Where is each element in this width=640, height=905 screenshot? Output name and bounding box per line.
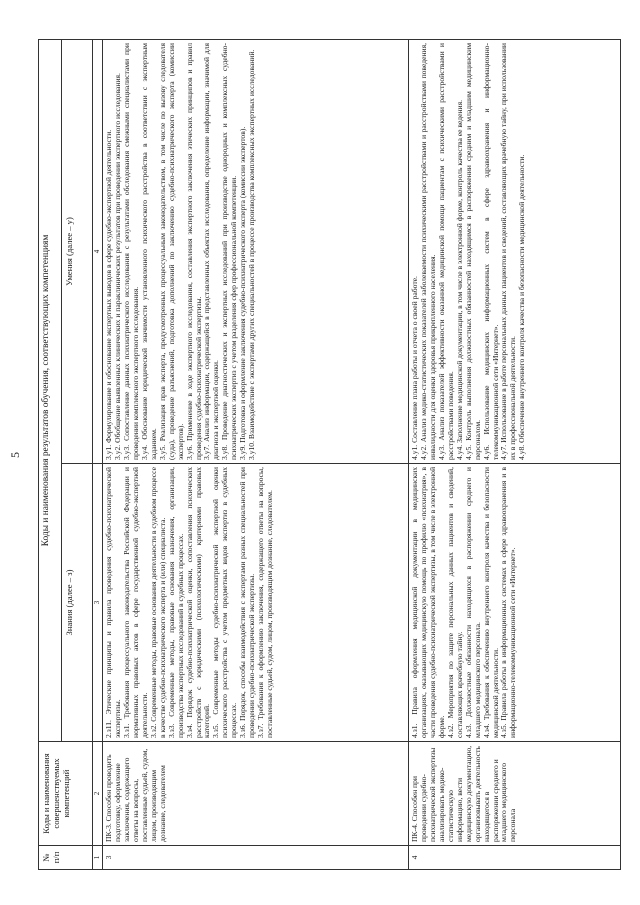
table-row <box>408 40 620 870</box>
skill-item: 3.у9. Подготовка и оформление заключения судебно-психиатрического эксперта (комиссии экспертов). <box>238 126 248 460</box>
column-index: 1 <box>93 846 103 870</box>
skill-item: 3.у10. Взаимодействие с экспертами других специальностей в процессе производства комплексных экспертных исследований. <box>247 49 257 460</box>
knowledge-item: 3.з2. Современные методы, правовые основания деятельности в судебном процессе в качестве судебно-психиатрического эксперта и (или) специалиста. <box>148 467 167 738</box>
skill-item: 4.у4. Заполнение медицинской документации, в том числе в электронной форме, контроль качества ее ведения. <box>454 100 464 460</box>
knowledge-item: 3.з1. Требования процессуального законодательства Российской Федерации и нормативных правовых актов в сфере государственной судебно-экспертной деятельности. <box>121 467 149 738</box>
knowledge-item: 3.з3. Современные методы, правовые основания назначения, организации, производства экспертных исследований в судебных процессах. <box>166 467 185 738</box>
knowledge-item: 4.з3. Должностные обязанности находящихся в распоряжении среднего и младшего медицинского персонала. <box>463 467 482 738</box>
skills-list <box>408 40 620 464</box>
header-learning-results: Коды и наименования результатов обучения, соответствующих компетенциям <box>39 40 62 742</box>
knowledge-item: 3.з7. Требования к оформлению заключения, содержащего ответы на вопросы, поставленные судьей, судом, лицом, производящим дознание, следователем. <box>256 467 275 738</box>
skill-item: 3.у3. Сопоставление данных психиатрического исследования с результатами обследования смежными специалистами при проведении комплексного экспертного исследования. <box>121 43 140 460</box>
knowledge-item: 3.з5. Современные методы судебно-психиатрической экспертной оценки психического расстройства с учетом предметных видов экспертиз в судебных процессах. <box>211 467 239 738</box>
skill-item: 4.у2. Анализ медико-статистических показателей заболеваемости психическими расстройствами и расстройствами поведения, инвалидности для оценки здоровья прикрепленного населения. <box>418 43 437 460</box>
header-competency-codes: Коды и наименования совершенствуемых компетенций <box>39 742 93 846</box>
knowledge-item: 4.з4. Требования к обеспечению внутреннего контроля качества и безопасности медицинской деятельности. <box>481 467 500 738</box>
knowledge-item: 2.з11. Этические принципы и правила проведения судебно-психиатрической экспертизы. <box>104 467 122 738</box>
knowledge-item: 3.з6. Порядок, способы взаимодействия с экспертами разных специальностей при проведении судебно-психиатрической экспертизы. <box>238 467 257 738</box>
header-number: № п/п <box>39 846 93 870</box>
skill-item: 3.у8. Проведение диагностических и экспертных исследований при производстве однородных и комплексных судебно-психиатрических экспертиз с учетом разделения сфер профессиональной компетенции. <box>220 43 239 460</box>
skills-list <box>103 40 409 464</box>
skill-item: 4.у5. Контроль выполнения должностных обязанностей находящимся в распоряжении средним и младшим медицинским персоналом. <box>463 43 482 460</box>
knowledge-list <box>408 464 620 742</box>
knowledge-list <box>103 464 409 742</box>
knowledge-item: 3.з4. Порядок судебно-психиатрической оценки, сопоставления психических расстройств с юридическими (психологическими) критериями правовых категорий. <box>184 467 212 738</box>
competency-description: ПК-3. Способен проводить подготовку, оформление заключения, содержащего ответы на вопросы, поставленные судьей, судом, лицом, производящим дознание, следователем <box>103 742 409 846</box>
skill-item: 4.у6. Использование медицинских информационных систем в сфере здравоохранения и информационно-телекоммуникационной сети «Интернет». <box>481 43 500 460</box>
skill-item: 3.у4. Обоснование юридической значимости установленного психического расстройства в соответствии с экспертным заданием. <box>139 43 158 460</box>
header-knowledge: Знания (далее – з) <box>62 464 93 742</box>
row-number: 3 <box>103 846 409 870</box>
skill-item: 3.у1. Формулирование и обоснование экспертных выводов в сфере судебно-экспертной деятельности. <box>104 129 113 460</box>
competency-description: ПК-4. Способен при проведении судебно-психиатрической экспертизы анализировать медико-статистическую информацию, вести медицинскую документацию, организовывать деятельность находящегося в распоряжении среднего и младшего медицинского персонала <box>408 742 620 846</box>
knowledge-item: 4.з5. Правила работы в информационных системах в сфере здравоохранения и в информационно-телекоммуникационной сети «Интернет». <box>499 467 518 738</box>
column-index: 4 <box>93 40 103 464</box>
skill-item: 4.у8. Обеспечение внутреннего контроля качества и безопасности медицинской деятельности. <box>517 154 527 460</box>
rotated-page <box>38 40 621 870</box>
skill-item: 3.у5. Реализация прав эксперта, предусмотренных процессуальным законодательством, в том числе по вызову следователя (суда), проведение разъяснений, подготовка дополнений по заключению судебно-психиатрического эксперта (комиссии экспертов). <box>157 43 185 460</box>
competency-table <box>38 39 621 870</box>
skill-item: 4.у7. Использование в работе персональных данных пациентов и сведений, составляющих врачебную тайну, при использовании их в профессиональной деятельности. <box>499 43 518 460</box>
row-number: 4 <box>408 846 620 870</box>
skill-item: 3.у6. Применение в ходе экспертного исследования, составления экспертного заключения этических принципов и правил проведения судебно-психиатрической экспертизы. <box>184 43 203 460</box>
skill-item: 4.у3. Анализ показателей эффективности оказанной медицинской помощи пациентам с психическими расстройствами и расстройствами поведения. <box>436 43 455 460</box>
header-skills: Умения (далее – у) <box>62 40 93 464</box>
knowledge-item: 4.з1. Правила оформления медицинской документации в медицинских организациях, оказывающих медицинскую помощь по профилю «психиатрия», в части проведения судебно-психиатрической экспертизы, в том числе в электронной форме. <box>409 466 446 738</box>
page-number: 5 <box>7 452 22 458</box>
knowledge-item: 4.з2. Мероприятия по защите персональных данных пациентов и сведений, составляющих врачебную тайну. <box>445 467 464 738</box>
table-row <box>103 40 409 870</box>
skill-item: 4.у1. Составление плана работы и отчета о своей работе. <box>409 276 419 460</box>
skill-item: 3.у2. Обобщение выявленных клинических и параклинических результатов при проведении экспертного исследования. <box>112 73 122 460</box>
skill-item: 3.у7. Анализ информации, содержащейся в представленных объектах исследования, определение информации, значимой для диагноза и экспертной оценки. <box>202 43 221 460</box>
column-index: 3 <box>93 464 103 742</box>
column-index: 2 <box>93 742 103 846</box>
